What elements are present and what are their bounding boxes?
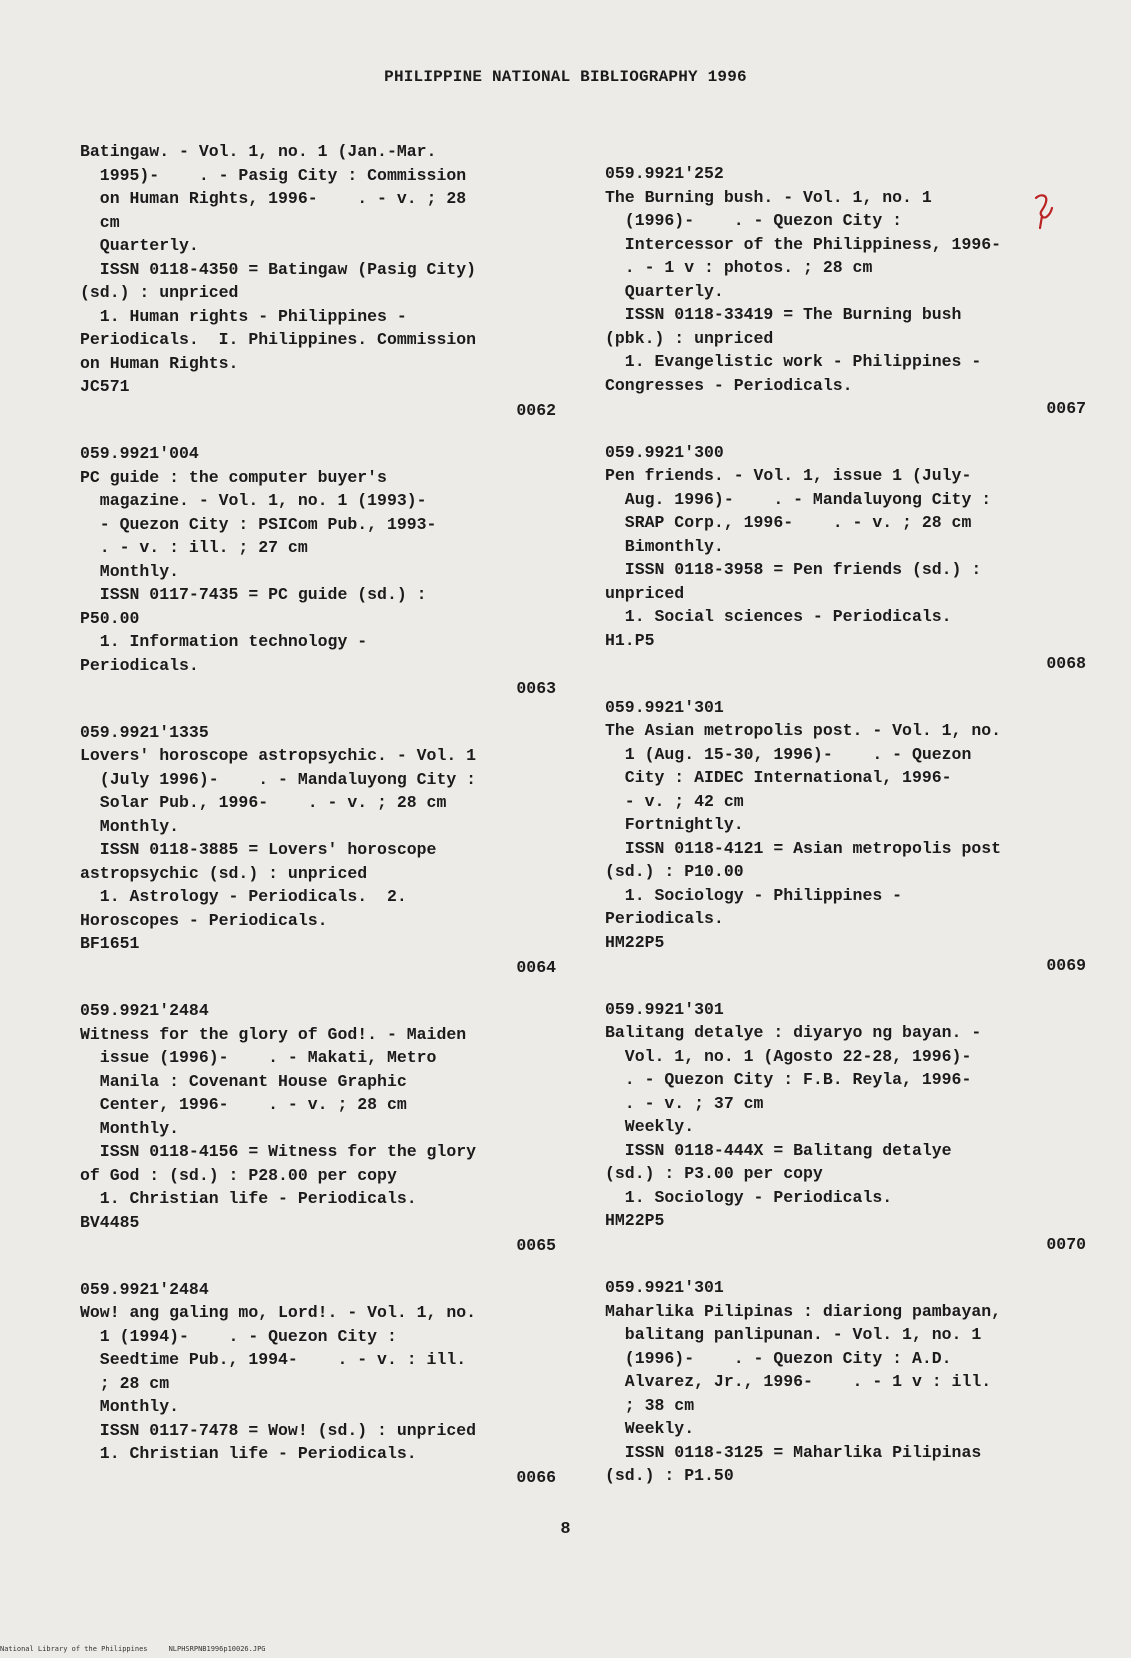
bibliography-entry (605, 998, 1090, 1257)
entry-number: 0062 (516, 400, 556, 420)
entry-line: 1995)- . - Pasig City : Commission (80, 165, 467, 185)
entry-line: . - Quezon City : F.B. Reyla, 1996- (605, 1070, 972, 1089)
entry-line: Lovers' horoscope astropsychic. - Vol. 1 (80, 746, 477, 765)
entry-line: balitang panlipunan. - Vol. 1, no. 1 (605, 1325, 982, 1344)
bibliography-entry (80, 140, 560, 422)
entry-line: Aug. 1996)- . - Mandaluyong City : (605, 489, 992, 509)
entry-line: HM22P5 (605, 932, 665, 952)
entry-line: Monthly. (80, 816, 180, 836)
entry-number: 0069 (1046, 956, 1086, 975)
entry-line: ISSN 0117-7478 = Wow! (sd.) : unpriced (80, 1420, 477, 1440)
entry-line: Intercessor of the Philippiness, 1996- (605, 234, 1002, 254)
entry-line: Periodicals. (605, 909, 724, 928)
entry-number: 0065 (516, 1236, 556, 1255)
bibliography-entry (605, 1276, 1090, 1488)
entry-line: ISSN 0118-33419 = The Burning bush (605, 305, 962, 324)
classification-number: 059.9921'300 (605, 442, 724, 462)
entry-line: of God : (sd.) : P28.00 per copy (80, 1165, 397, 1185)
entry-line: Periodicals. I. Philippines. Commission (80, 330, 477, 349)
entry-line: City : AIDEC International, 1996- (605, 768, 952, 787)
entry-line: (pbk.) : unpriced (605, 328, 774, 348)
bibliography-entry (80, 1278, 560, 1490)
entry-line: . - 1 v : photos. ; 28 cm (605, 258, 873, 277)
bibliography-entry (605, 162, 1090, 421)
entry-line: . - v. ; 37 cm (605, 1093, 764, 1113)
entry-line: on Human Rights, 1996- . - v. ; 28 (80, 189, 467, 208)
entry-line: 1. Information technology - (80, 632, 368, 651)
entry-line: ISSN 0118-4156 = Witness for the glory (80, 1142, 477, 1161)
entry-line: Congresses - Periodicals. (605, 375, 853, 395)
entry-line: PC guide : the computer buyer's (80, 467, 387, 487)
entry-line: Witness for the glory of God!. - Maiden (80, 1024, 467, 1044)
entry-line: Quarterly. (80, 236, 199, 255)
entry-line: BF1651 (80, 934, 140, 953)
entry-line: Bimonthly. (605, 536, 724, 556)
right-column (605, 162, 1090, 1508)
entry-line: Seedtime Pub., 1994- . - v. : ill. (80, 1350, 467, 1369)
entry-line: . - v. : ill. ; 27 cm (80, 538, 308, 557)
entry-line: (1996)- . - Quezon City : (605, 211, 903, 230)
entry-line: (sd.) : P10.00 (605, 862, 744, 881)
entry-line: ; 28 cm (80, 1373, 170, 1393)
entry-line: Monthly. (80, 1397, 180, 1416)
entry-number: 0063 (516, 679, 556, 698)
entry-line: - v. ; 42 cm (605, 791, 744, 811)
entry-line: 1. Social sciences - Periodicals. (605, 607, 952, 626)
entry-line: Monthly. (80, 561, 180, 581)
entry-line: Maharlika Pilipinas : diariong pambayan, (605, 1301, 1002, 1321)
entry-line: HM22P5 (605, 1211, 665, 1230)
classification-number: 059.9921'301 (605, 697, 724, 717)
entry-line: ISSN 0118-3885 = Lovers' horoscope (80, 840, 437, 859)
entry-line: - Quezon City : PSICom Pub., 1993- (80, 514, 437, 534)
entry-line: astropsychic (sd.) : unpriced (80, 863, 368, 883)
handwritten-check-mark-icon (1030, 190, 1060, 230)
entry-line: 1. Christian life - Periodicals. (80, 1189, 417, 1208)
entry-line: SRAP Corp., 1996- . - v. ; 28 cm (605, 513, 972, 532)
entry-line: Balitang detalye : diyaryo ng bayan. - (605, 1023, 982, 1042)
entry-line: Weekly. (605, 1419, 695, 1438)
scan-footer: National Library of the Philippines NLPHSRPNB1996p10026.JPG (0, 1645, 266, 1653)
bibliography-entry (605, 696, 1090, 978)
entry-line: Vol. 1, no. 1 (Agosto 22-28, 1996)- (605, 1046, 972, 1066)
entry-line: 1. Evangelistic work - Philippines - (605, 352, 982, 371)
entry-line: Horoscopes - Periodicals. (80, 910, 328, 930)
entry-number: 0064 (516, 957, 556, 977)
bibliography-entry (80, 721, 560, 980)
entry-line: Batingaw. - Vol. 1, no. 1 (Jan.-Mar. (80, 142, 437, 161)
left-column (80, 140, 560, 1509)
entry-line: 1 (Aug. 15-30, 1996)- . - Quezon (605, 744, 972, 764)
entry-line: The Burning bush. - Vol. 1, no. 1 (605, 187, 932, 207)
classification-number: 059.9921'004 (80, 444, 199, 463)
entry-line: ISSN 0117-7435 = PC guide (sd.) : (80, 585, 427, 604)
entry-line: 1. Astrology - Periodicals. 2. (80, 887, 407, 906)
entry-line: ISSN 0118-444X = Balitang detalye (605, 1140, 952, 1160)
entry-line: Fortnightly. (605, 815, 744, 834)
entry-line: on Human Rights. (80, 353, 239, 373)
entry-number: 0068 (1046, 654, 1086, 673)
bibliography-entry (80, 999, 560, 1258)
entry-line: BV4485 (80, 1212, 140, 1232)
page-number: 8 (560, 1520, 571, 1539)
entry-line: ISSN 0118-3125 = Maharlika Pilipinas (605, 1442, 982, 1462)
classification-number: 059.9921'252 (605, 164, 724, 183)
classification-number: 059.9921'2484 (80, 1279, 209, 1299)
bibliography-entry (605, 441, 1090, 676)
entry-line: The Asian metropolis post. - Vol. 1, no. (605, 721, 1002, 740)
entry-line: (sd.) : P1.50 (605, 1466, 734, 1485)
entry-line: 1. Sociology - Philippines - (605, 885, 903, 905)
entry-line: (July 1996)- . - Mandaluyong City : (80, 769, 477, 789)
entry-line: 1 (1994)- . - Quezon City : (80, 1326, 397, 1346)
page-title: PHILIPPINE NATIONAL BIBLIOGRAPHY 1996 (384, 68, 747, 86)
classification-number: 059.9921'2484 (80, 1001, 209, 1020)
entry-line: issue (1996)- . - Makati, Metro (80, 1048, 437, 1067)
entry-number: 0067 (1046, 399, 1086, 418)
classification-number: 059.9921'1335 (80, 722, 209, 742)
entry-line: ISSN 0118-4350 = Batingaw (Pasig City) (80, 259, 477, 279)
entry-line: ISSN 0118-3958 = Pen friends (sd.) : (605, 560, 982, 579)
entry-number: 0070 (1046, 1234, 1086, 1254)
entry-line: (sd.) : unpriced (80, 283, 239, 302)
entry-line: Solar Pub., 1996- . - v. ; 28 cm (80, 793, 447, 812)
entry-line: unpriced (605, 583, 685, 603)
bibliography-entry (80, 442, 560, 701)
entry-line: Pen friends. - Vol. 1, issue 1 (July- (605, 466, 972, 485)
entry-number: 0066 (516, 1467, 556, 1487)
entry-line: Center, 1996- . - v. ; 28 cm (80, 1095, 407, 1114)
entry-line: P50.00 (80, 608, 140, 628)
entry-line: Wow! ang galing mo, Lord!. - Vol. 1, no. (80, 1303, 477, 1322)
entry-line: H1.P5 (605, 630, 655, 650)
entry-line: Monthly. (80, 1118, 180, 1138)
classification-number: 059.9921'301 (605, 999, 724, 1019)
entry-line: (1996)- . - Quezon City : A.D. (605, 1348, 952, 1368)
entry-line: 1. Sociology - Periodicals. (605, 1187, 893, 1207)
classification-number: 059.9921'301 (605, 1278, 724, 1297)
entry-line: Quarterly. (605, 281, 724, 301)
entry-line: Alvarez, Jr., 1996- . - 1 v : ill. (605, 1372, 992, 1391)
entry-line: JC571 (80, 377, 130, 396)
entry-line: Periodicals. (80, 655, 199, 675)
entry-line: cm (80, 212, 120, 232)
entry-line: 1. Christian life - Periodicals. (80, 1444, 417, 1463)
entry-line: 1. Human rights - Philippines - (80, 306, 407, 326)
entry-line: (sd.) : P3.00 per copy (605, 1164, 823, 1183)
entry-line: magazine. - Vol. 1, no. 1 (1993)- (80, 491, 427, 510)
entry-line: Manila : Covenant House Graphic (80, 1071, 407, 1091)
entry-line: ; 38 cm (605, 1395, 695, 1415)
entry-line: Weekly. (605, 1117, 695, 1136)
entry-line: ISSN 0118-4121 = Asian metropolis post (605, 838, 1002, 858)
